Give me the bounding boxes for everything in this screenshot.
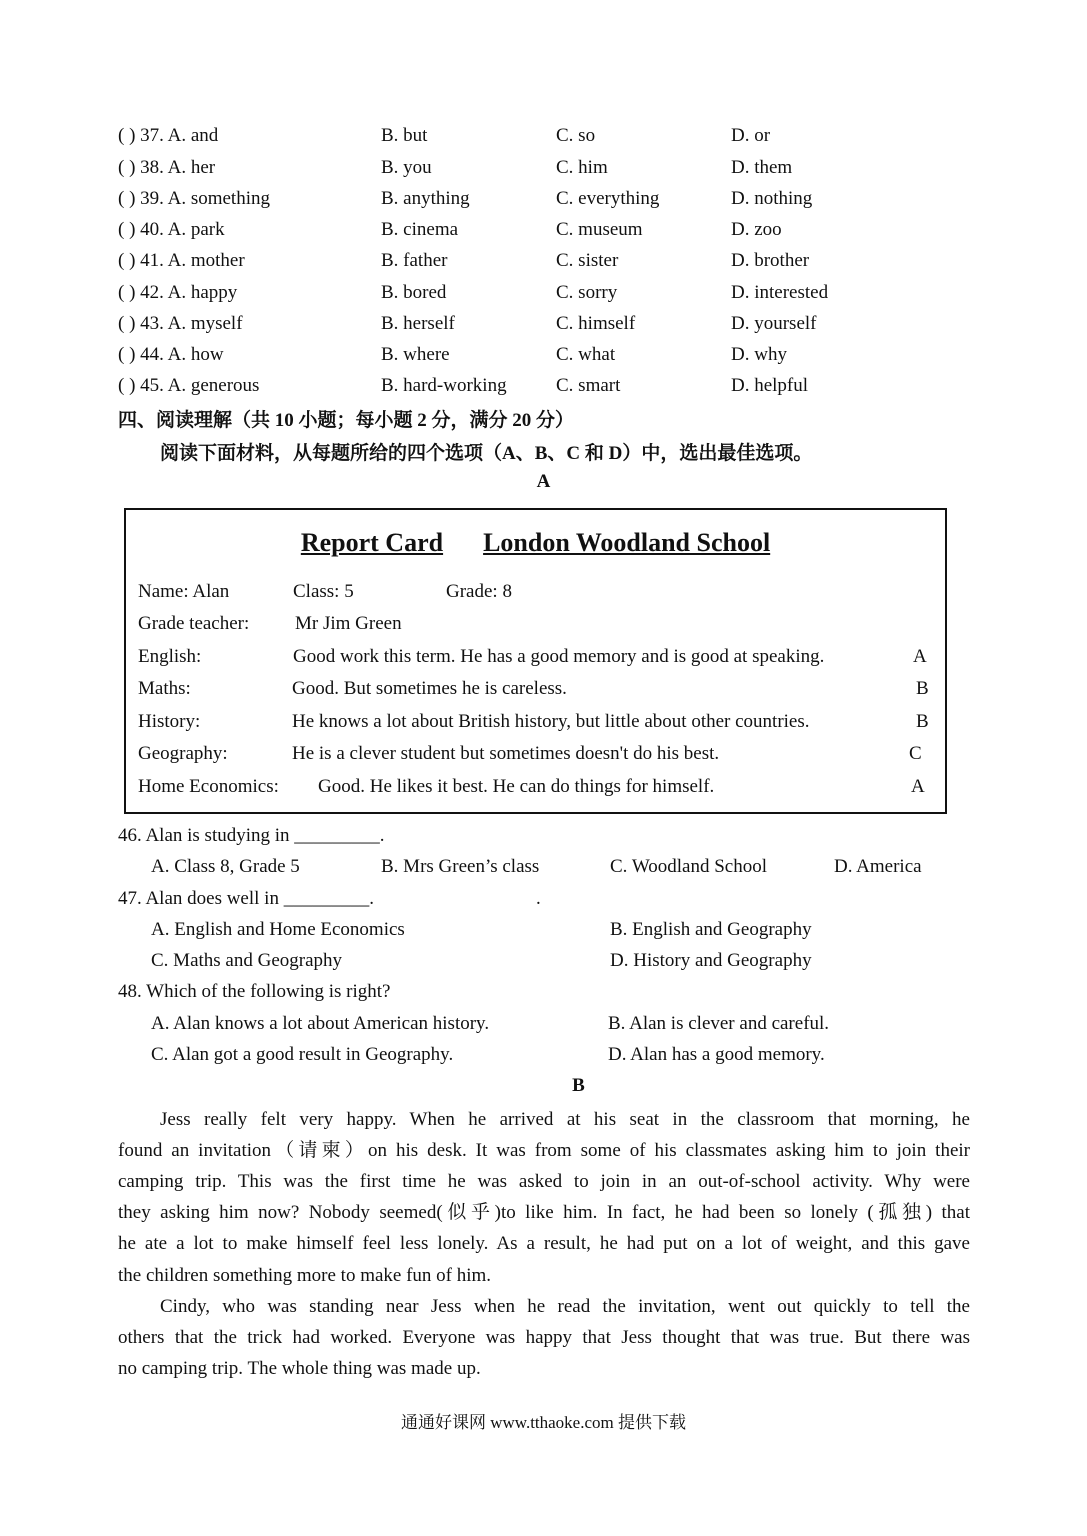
question-47-option-c: C. Maths and Geography: [151, 950, 343, 971]
report-card-title: [126, 528, 945, 558]
question-number-option-a: ( ) 44. A. how: [118, 344, 224, 365]
question-48-option-d: D. Alan has a good memory.: [608, 1044, 825, 1065]
option-d: D. them: [731, 157, 793, 178]
option-b: B. where: [381, 344, 450, 365]
question-48-stem: 48. Which of the following is right?: [118, 981, 391, 1002]
question-number-option-a: ( ) 45. A. generous: [118, 375, 260, 396]
student-class: Class: 5: [293, 581, 354, 602]
option-b: B. bored: [381, 282, 447, 303]
option-b: B. hard-working: [381, 375, 507, 396]
subject-comment: Good. He likes it best. He can do things for himself.: [318, 776, 715, 797]
question-row: [118, 188, 1018, 219]
question-46-stem: 46. Alan is studying in _________.: [118, 825, 385, 846]
paragraph-line: no camping trip. The whole thing was made up.: [118, 1358, 481, 1379]
passage-a-label: A: [536, 471, 551, 492]
question-row: [118, 313, 1018, 344]
paragraph-line: the children something more to make fun of him.: [118, 1265, 492, 1286]
option-c: C. him: [556, 157, 608, 178]
subject-name: English:: [138, 646, 202, 667]
option-d: D. zoo: [731, 219, 782, 240]
paragraph-line: Jess really felt very happy. When he arrived at his seat in the classroom that morning, he: [160, 1109, 970, 1130]
subject-mark: A: [911, 776, 925, 797]
question-number-option-a: ( ) 40. A. park: [118, 219, 225, 240]
option-c: C. museum: [556, 219, 643, 240]
report-card-title-left: Report Card: [300, 528, 444, 557]
subject-row: [138, 678, 938, 708]
question-number-option-a: ( ) 41. A. mother: [118, 250, 245, 271]
subject-name: History:: [138, 711, 201, 732]
question-number-option-a: ( ) 42. A. happy: [118, 282, 238, 303]
teacher-label: Grade teacher:: [138, 613, 250, 634]
subject-comment: He is a clever student but sometimes doesn't do his best.: [292, 743, 720, 764]
option-c: C. so: [556, 125, 596, 146]
question-row: [118, 375, 1018, 406]
subject-mark: B: [916, 678, 929, 699]
subject-mark: C: [909, 743, 922, 764]
question-number-option-a: ( ) 43. A. myself: [118, 313, 243, 334]
question-row: [118, 250, 1018, 281]
option-d: D. yourself: [731, 313, 817, 334]
subject-name: Geography:: [138, 743, 228, 764]
question-47-option-d: D. History and Geography: [610, 950, 812, 971]
question-48-option-a: A. Alan knows a lot about American history.: [151, 1013, 490, 1034]
subject-name: Maths:: [138, 678, 191, 699]
teacher-row: [138, 613, 938, 643]
question-row: [118, 219, 1018, 250]
question-number-option-a: ( ) 37. A. and: [118, 125, 219, 146]
subject-comment: Good work this term. He has a good memory and is good at speaking.: [293, 646, 825, 667]
question-row: [118, 125, 1018, 156]
option-b: B. but: [381, 125, 428, 146]
option-c: C. what: [556, 344, 616, 365]
page-footer: 通通好课网 www.tthaoke.com 提供下载: [400, 1413, 687, 1432]
teacher-name: Mr Jim Green: [295, 613, 402, 634]
question-row: [118, 282, 1018, 313]
subject-mark: B: [916, 711, 929, 732]
section-instruction: 阅读下面材料，从每题所给的四个选项（A、B、C 和 D）中，选出最佳选项。: [160, 443, 813, 464]
question-number-option-a: ( ) 38. A. her: [118, 157, 216, 178]
option-d: D. brother: [731, 250, 810, 271]
subject-comment: Good. But sometimes he is careless.: [292, 678, 567, 699]
subject-row: [138, 711, 938, 741]
option-d: D. or: [731, 125, 771, 146]
option-b: B. cinema: [381, 219, 459, 240]
student-grade: Grade: 8: [446, 581, 512, 602]
paragraph-line: Cindy, who was standing near Jess when he read the invitation, went out quickly to tell the: [160, 1296, 970, 1317]
option-c: C. smart: [556, 375, 621, 396]
option-b: B. anything: [381, 188, 470, 209]
student-name: Name: Alan: [138, 581, 230, 602]
option-b: B. herself: [381, 313, 455, 334]
option-d: D. nothing: [731, 188, 813, 209]
question-number-option-a: ( ) 39. A. something: [118, 188, 270, 209]
section-heading: 四、阅读理解（共 10 小题；每小题 2 分，满分 20 分）: [118, 410, 575, 431]
paragraph-line: he ate a lot to make himself feel less lonely. As a result, he had put on a lot of weight, and this gave: [118, 1233, 970, 1254]
question-46-option-d: D. America: [834, 856, 922, 877]
option-b: B. you: [381, 157, 432, 178]
option-c: C. himself: [556, 313, 636, 334]
question-48-option-c: C. Alan got a good result in Geography.: [151, 1044, 454, 1065]
question-row: [118, 344, 1018, 375]
passage-b-label: B: [572, 1075, 585, 1096]
paragraph-line: others that the trick had worked. Everyone was happy that Jess thought that was true. But there was: [118, 1327, 970, 1348]
question-46-option-a: A. Class 8, Grade 5: [151, 856, 300, 877]
report-card: [124, 508, 947, 814]
report-card-school-name: London Woodland School: [483, 528, 771, 557]
question-48-option-b: B. Alan is clever and careful.: [608, 1013, 830, 1034]
question-46-option-b: B. Mrs Green’s class: [381, 856, 540, 877]
subject-row: [138, 646, 938, 676]
subject-name: Home Economics:: [138, 776, 279, 797]
subject-row: [138, 776, 938, 806]
paragraph-line: camping trip. This was the first time he was asked to join in an out-of-school activity. Why were: [118, 1171, 970, 1192]
option-b: B. father: [381, 250, 448, 271]
question-47-option-b: B. English and Geography: [610, 919, 812, 940]
option-c: C. sorry: [556, 282, 618, 303]
paragraph-line: found an invitation（请柬）on his desk. It was from some of his classmates asking him to join their: [118, 1140, 970, 1161]
question-46-option-c: C. Woodland School: [610, 856, 767, 877]
option-d: D. interested: [731, 282, 829, 303]
question-47-stray-dot: .: [536, 888, 541, 909]
option-c: C. sister: [556, 250, 619, 271]
question-47-option-a: A. English and Home Economics: [151, 919, 405, 940]
subject-mark: A: [913, 646, 927, 667]
question-row: [118, 157, 1018, 188]
option-d: D. helpful: [731, 375, 809, 396]
subject-comment: He knows a lot about British history, but little about other countries.: [292, 711, 810, 732]
student-info-row: [138, 581, 938, 611]
question-47-stem: 47. Alan does well in _________.: [118, 888, 374, 909]
paragraph-line: they asking him now? Nobody seemed(似乎)to like him. In fact, he had been so lonely (孤独) that: [118, 1202, 970, 1223]
subject-row: [138, 743, 938, 773]
option-d: D. why: [731, 344, 787, 365]
option-c: C. everything: [556, 188, 660, 209]
